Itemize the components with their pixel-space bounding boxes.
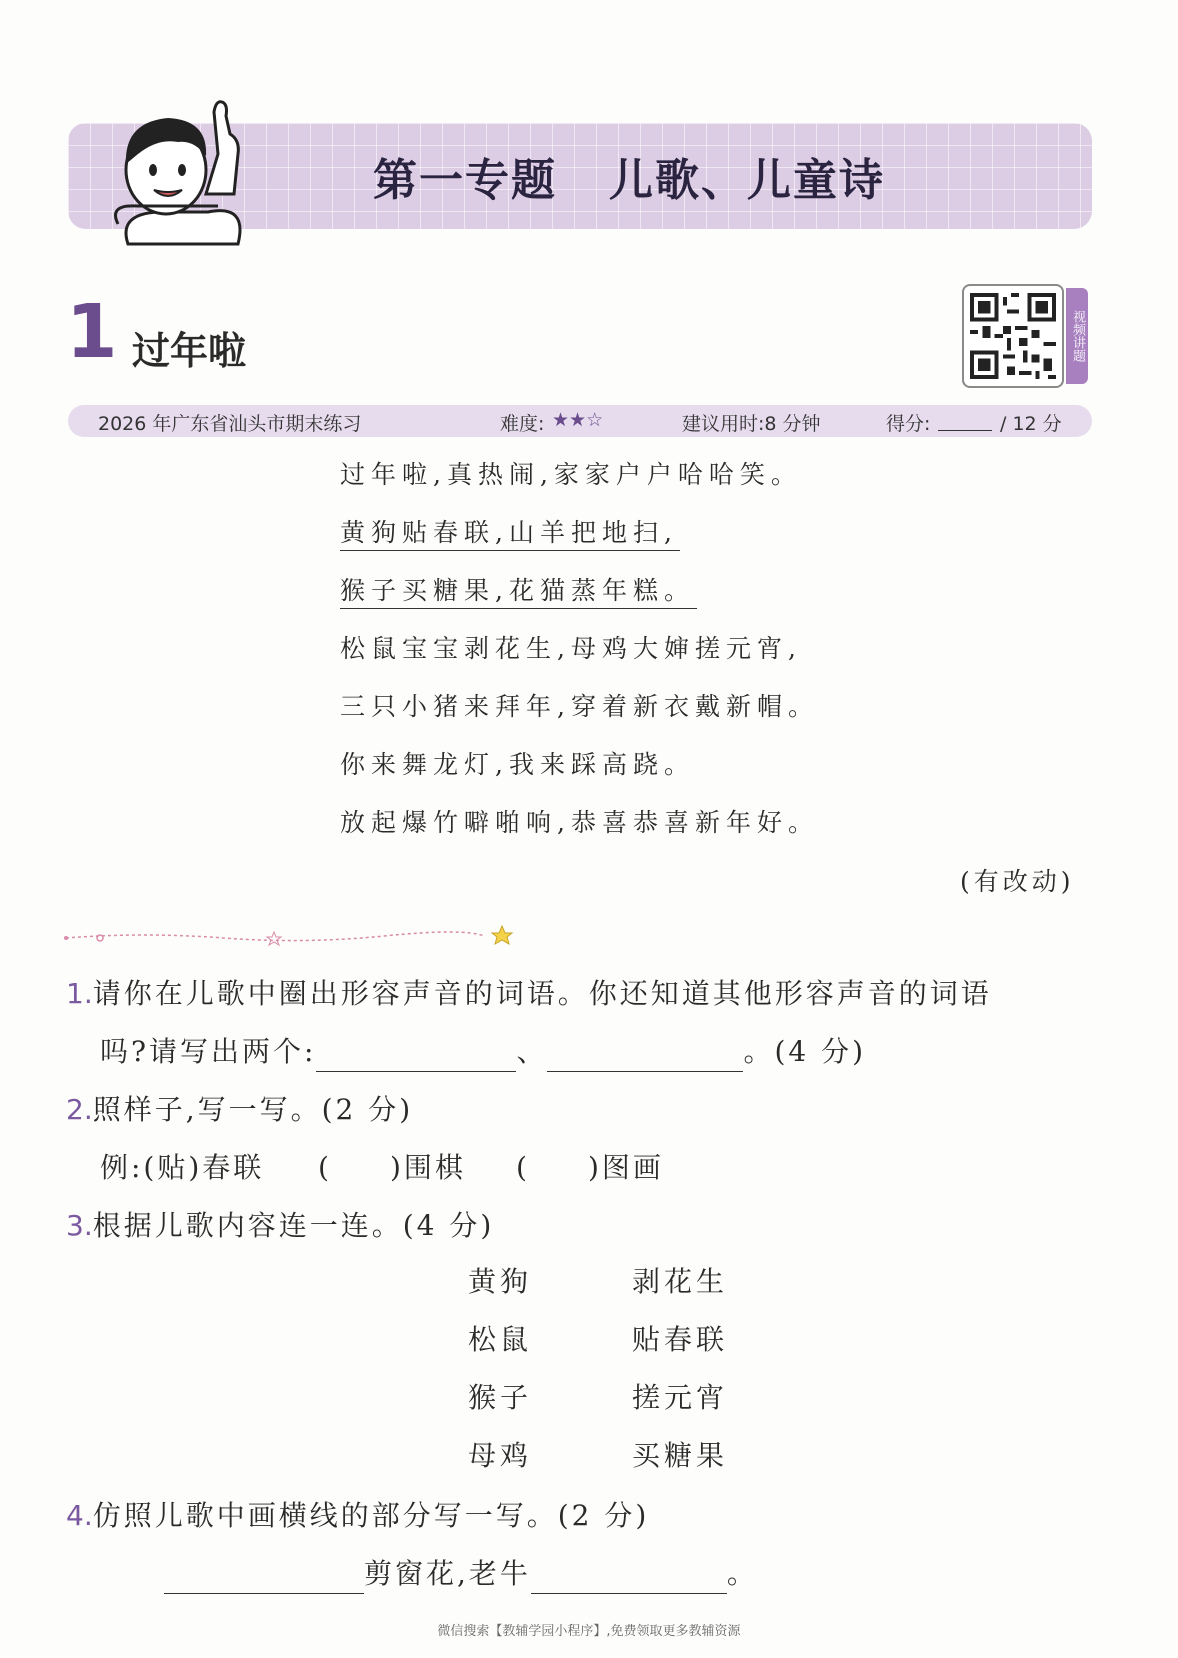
question-number: 2. — [66, 1093, 93, 1126]
answer-blank[interactable] — [547, 1042, 743, 1072]
poem-line: 你来舞龙灯,我来踩高跷。 — [340, 750, 695, 779]
question-text: 请你在儿歌中圈出形容声音的词语。你还知道其他形容声音的词语 — [92, 977, 992, 1010]
suggested-time: 建议用时:8 分钟 — [682, 413, 821, 435]
question-text: 照样子,写一写。(2 分) — [92, 1093, 414, 1126]
poem-text — [340, 456, 940, 862]
answer-blank[interactable] — [316, 1042, 516, 1072]
score-total: / 12 分 — [1000, 413, 1062, 435]
bracket-open: ( — [516, 1151, 530, 1184]
question-score: 。(4 分) — [743, 1035, 867, 1068]
separator: 、 — [516, 1035, 548, 1068]
poem-line: 三只小猪来拜年,穿着新衣戴新帽。 — [340, 692, 819, 721]
poem-line: 放起爆竹噼啪响,恭喜恭喜新年好。 — [340, 808, 819, 837]
poem-line-underlined: 猴子买糖果,花猫蒸年糕。 — [340, 572, 940, 630]
question-1-answer-line — [100, 1032, 866, 1072]
question-4 — [66, 1496, 649, 1536]
question-2-example — [100, 1148, 264, 1188]
exercise-source: 2026 年广东省汕头市期末练习 — [98, 413, 362, 435]
adaptation-note: (有改动) — [960, 867, 1075, 896]
question-3 — [66, 1206, 494, 1246]
decorative-divider — [64, 924, 514, 948]
example-text: 例:(贴)春联 — [100, 1151, 265, 1184]
item-text: )围棋 — [389, 1151, 466, 1184]
question-4-answer-line — [164, 1554, 758, 1594]
qr-tab-label: 视频讲题 — [1066, 288, 1088, 384]
answer-blank[interactable] — [164, 1564, 364, 1594]
match-right-column — [632, 1262, 728, 1494]
question-1 — [66, 974, 992, 1014]
question-2-item-2 — [516, 1148, 664, 1188]
poem-line: 松鼠宝宝剥花生,母鸡大婶搓元宵, — [340, 634, 802, 663]
difficulty-stars: ★★☆ — [552, 409, 604, 431]
score-blank[interactable] — [938, 409, 992, 431]
question-text: 剪窗花,老牛 — [364, 1557, 531, 1590]
video-qr-code[interactable] — [962, 284, 1090, 388]
question-number: 1. — [66, 977, 93, 1010]
match-item-left[interactable]: 松鼠 — [468, 1323, 533, 1356]
question-number: 4. — [66, 1499, 93, 1532]
bracket-open: ( — [318, 1151, 332, 1184]
exercise-info-bar — [68, 405, 1092, 437]
lesson-title: 过年啦 — [132, 328, 247, 373]
match-item-right[interactable]: 买糖果 — [632, 1439, 729, 1472]
question-text: 根据儿歌内容连一连。(4 分) — [92, 1209, 495, 1242]
footer-note: 微信搜索【教辅学园小程序】,免费领取更多教辅资源 — [437, 1624, 741, 1639]
match-item-left[interactable]: 母鸡 — [468, 1439, 533, 1472]
question-number: 3. — [66, 1209, 93, 1242]
poem-line: 过年啦,真热闹,家家户户哈哈笑。 — [340, 460, 802, 489]
match-item-left[interactable]: 猴子 — [468, 1381, 533, 1414]
score-label: 得分: — [886, 413, 931, 435]
lesson-number: 1 — [66, 289, 118, 375]
qr-code-icon — [962, 284, 1064, 388]
item-text: )图画 — [587, 1151, 664, 1184]
sentence-end: 。 — [726, 1557, 758, 1590]
boy-mascot-illustration — [98, 94, 248, 246]
question-text: 吗?请写出两个: — [100, 1035, 317, 1068]
answer-blank[interactable] — [531, 1564, 727, 1594]
difficulty-label: 难度: — [500, 413, 545, 435]
match-item-right[interactable]: 贴春联 — [632, 1323, 729, 1356]
poem-line-underlined: 黄狗贴春联,山羊把地扫, — [340, 514, 940, 572]
match-item-right[interactable]: 剥花生 — [632, 1265, 729, 1298]
match-item-right[interactable]: 搓元宵 — [632, 1381, 729, 1414]
topic-title: 第一专题 儿歌、儿童诗 — [373, 155, 885, 206]
question-2 — [66, 1090, 413, 1130]
question-2-item-1 — [318, 1148, 466, 1188]
match-left-column — [468, 1262, 532, 1494]
question-text: 仿照儿歌中画横线的部分写一写。(2 分) — [92, 1499, 650, 1532]
match-item-left[interactable]: 黄狗 — [468, 1265, 533, 1298]
